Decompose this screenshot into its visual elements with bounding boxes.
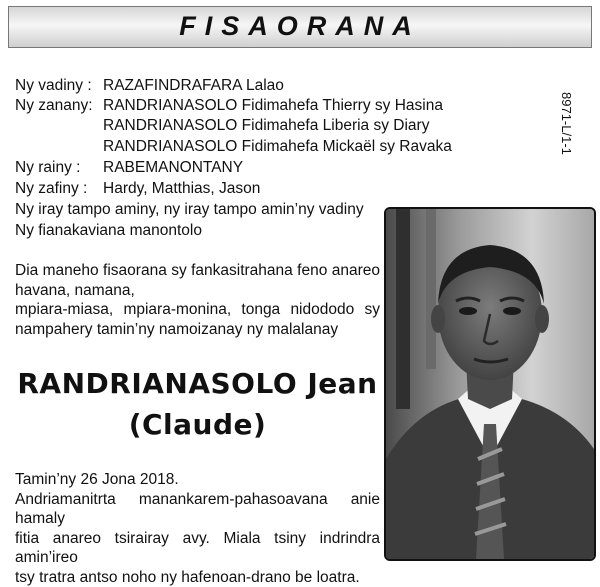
zanany-item: RANDRIANASOLO Fidimahefa Thierry sy Hasina: [103, 96, 443, 115]
vadiny-value: RAZAFINDRAFARA Lalao: [103, 76, 284, 95]
thanks-line: mpiara-miasa, mpiara-monina, tonga nidododo sy: [15, 300, 380, 320]
portrait-image: [386, 209, 594, 559]
deceased-name: RANDRIANASOLO Jean: [15, 366, 380, 402]
family-line: Ny iray tampo aminy, ny iray tampo amin’ny vadiny: [15, 200, 364, 219]
zanany-item: RANDRIANASOLO Fidimahefa Liberia sy Diary: [103, 116, 429, 135]
portrait-photo: [384, 207, 596, 561]
zanany-label: Ny zanany:: [15, 96, 93, 115]
rainy-value: RABEMANONTANY: [103, 158, 243, 177]
closing-line: fitia anareo tsirairay avy. Miala tsiny indrindra amin’ireo: [15, 529, 380, 568]
thanks-line: nampahery tamin’ny namoizanay ny malalanay: [15, 320, 380, 340]
thanks-line: Dia maneho fisaorana sy fankasitrahana feno anareo: [15, 261, 380, 281]
page-title: FISAORANA: [9, 11, 591, 42]
reference-code: 8971-L/1-1: [559, 92, 574, 155]
zafiny-value: Hardy, Matthias, Jason: [103, 179, 260, 198]
deceased-nickname: (Claude): [15, 407, 380, 443]
family-line: Ny fianakaviana manontolo: [15, 221, 202, 240]
rainy-label: Ny rainy :: [15, 158, 80, 177]
thanks-paragraph: [15, 261, 380, 339]
thanks-line: havana, namana,: [15, 281, 380, 301]
zanany-item: RANDRIANASOLO Fidimahefa Mickaël sy Ravaka: [103, 137, 452, 156]
vadiny-label: Ny vadiny :: [15, 76, 92, 95]
closing-paragraph: [15, 470, 380, 587]
closing-line: Tamin’ny 26 Jona 2018.: [15, 470, 380, 490]
title-banner: [8, 6, 592, 48]
closing-line: Andriamanitrta manankarem-pahasoavana anie hamaly: [15, 490, 380, 529]
zafiny-label: Ny zafiny :: [15, 179, 87, 198]
closing-line: tsy tratra antso noho ny hafenoan-drano be loatra.: [15, 568, 380, 587]
